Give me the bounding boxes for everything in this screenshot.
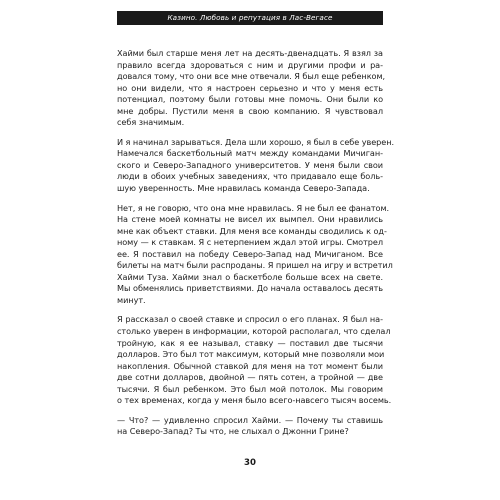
text-line: — Что? — удивленно спросил Хайми. — Почему ты ставишь — [117, 414, 383, 425]
text-line: довался тому, что они все мне отвечали. Я был еще ребенком, — [117, 71, 386, 82]
text-line: две сотни долларов, двойной — пять сотен, а тройной — две — [117, 372, 383, 383]
text-line: потенциал, поэтому были готовы мне помочь. Они были ко — [117, 94, 383, 105]
paragraph-1 — [117, 48, 386, 129]
text-line: Хайми был старше меня лет на десять-двенадцать. Я взял за — [117, 48, 383, 58]
text-line: но они видели, что я настроен серьезно и что у меня есть — [117, 82, 383, 93]
text-line: Хайми Туза. Хайми знал о баскетболе больше всех на свете. — [117, 271, 383, 282]
text-line: шую уверенность. Мне нравилась команда Северо-Запада. — [117, 183, 370, 194]
text-line: Нет, я не говорю, что она мне нравилась. Я не был ее фанатом. — [117, 202, 390, 213]
text-line: ского и Северо-Западного университетов. У меня были свои — [117, 159, 383, 170]
text-line: тысячи. Я был ребенком. Это был мой потолок. Мы говорим — [117, 383, 383, 394]
text-line: ному — к ставкам. Я с нетерпением ждал этой игры. Смотрел — [117, 237, 383, 248]
text-line: минут. — [117, 294, 146, 305]
text-line: Мы обменялись приветствиями. До начала оставалось десять — [117, 283, 383, 294]
text-line: На стене моей комнаты не висел их вымпел. Они нравились — [117, 214, 383, 225]
running-header: Казино. Любовь и репутация в Лас-Вегасе — [117, 11, 383, 25]
text-line: мне добры. Пустили меня в свою компанию. Я чувствовал — [117, 105, 383, 116]
text-line: Я рассказал о своей ставке и спросил о его планах. Я был на- — [117, 314, 383, 325]
paragraph-3 — [117, 202, 393, 307]
text-line: на Северо-Запад? Ты что, не слыхал о Джонни Грине? — [117, 426, 349, 437]
text-line: люди в обоих учебных заведениях, что придавало еще боль- — [117, 171, 383, 182]
text-line: о тех временах, когда у меня было всего-навсего тысяч восемь. — [117, 395, 392, 406]
text-line: И я начинал зарываться. Дела шли хорошо, я был в себе уверен. — [117, 136, 395, 147]
page-number: 30 — [244, 458, 256, 468]
paragraph-5 — [117, 415, 383, 438]
body-text — [117, 48, 395, 446]
paragraph-2 — [117, 136, 395, 195]
text-line: билеты на матч были распроданы. Я пришел на игру и встретил — [117, 260, 393, 271]
text-line: ее. Я поставил на победу Северо-Запад над Мичиганом. Все — [117, 248, 383, 259]
text-line: себя значимым. — [117, 117, 185, 128]
text-line: столько уверен в информации, которой располагал, что сделал — [117, 326, 391, 337]
text-line: тройную, как я ее называл, ставку — поставил две тысячи — [117, 337, 383, 348]
text-line: Намечался баскетбольный матч между командами Мичиган- — [117, 148, 383, 159]
text-line: правило всегда здороваться с ним и другими профи и ра- — [117, 59, 383, 70]
text-line: накопления. Обычной ставкой для меня на тот момент были — [117, 360, 383, 371]
text-line: долларов. Это был тот максимум, который мне позволяли мои — [117, 349, 385, 360]
paragraph-4 — [117, 314, 392, 406]
text-line: мне как объект ставки. Для меня все команды сводились к од- — [117, 225, 387, 236]
